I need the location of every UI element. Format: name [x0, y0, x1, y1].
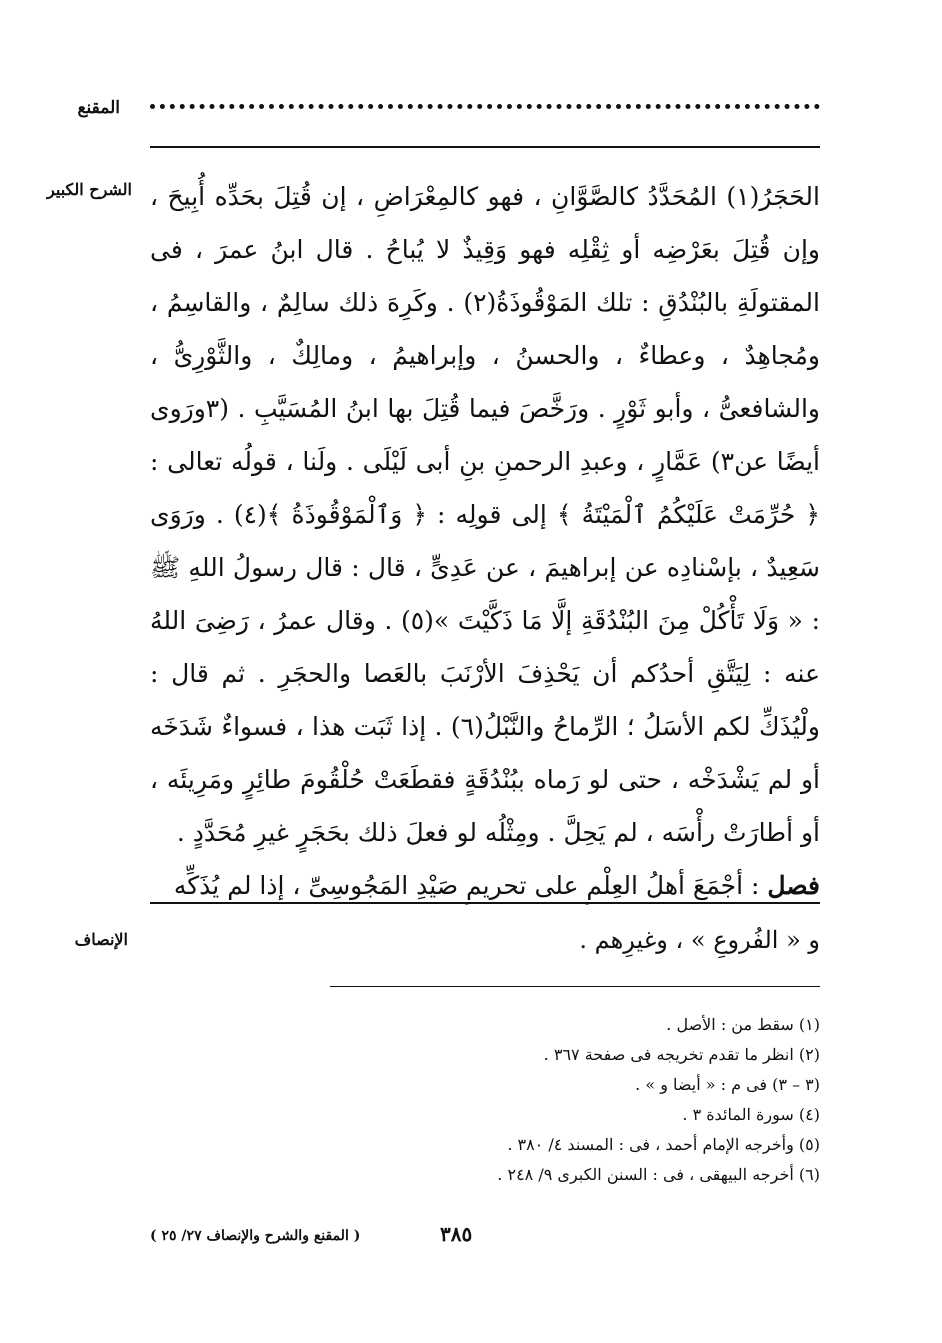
insaf-side-label: الإنصاف	[74, 930, 128, 949]
series-reference: ( المقنع والشرح والإنصاف ٢٧/ ٢٥ )	[150, 1228, 361, 1244]
top-rule	[150, 146, 820, 148]
footnote-5: (٥) وأخرجه الإمام أحمد ، فى : المسند ٤/ ٣٨٠ .	[507, 1135, 820, 1154]
middle-rule	[150, 902, 820, 904]
sharh-side-label: الشرح الكبير	[47, 180, 132, 199]
page-number: ٣٨٥	[440, 1222, 473, 1246]
fasl-text: : أجْمَعَ أهلُ العِلْمِ على تحريمِ صَيْدِ المَجُوسِىِّ ، إذا لم يُذَكِّه	[173, 871, 760, 900]
dotted-separator	[150, 104, 820, 109]
footnote-3: (٣ – ٣) فى م : « أيضا و » .	[635, 1075, 820, 1094]
footnote-2: (٢) انظر ما تقدم تخريجه فى صفحة ٣٦٧ .	[543, 1045, 820, 1064]
footnote-rule	[330, 986, 820, 987]
book-title-label: المقنع	[77, 98, 120, 118]
fasl-heading: فصل	[767, 871, 820, 900]
footnote-1: (١) سقط من : الأصل .	[666, 1015, 820, 1034]
footnote-4: (٤) سورة المائدة ٣ .	[682, 1105, 820, 1124]
insaf-text: و « الفُروعِ » ، وغيرِهم .	[579, 926, 820, 954]
footnote-6: (٦) أخرجه البيهقى ، فى : السنن الكبرى ٩/ ٢٤٨ .	[497, 1165, 820, 1184]
main-text-block	[150, 170, 820, 912]
main-paragraph: الحَجَرُ(١) المُحَدَّدُ كالصَّوَّانِ ، فهو كالمِعْرَاضِ ، إن قُتِلَ بحَدِّه أُبِيحَ ، وإن قُتِلَ بعَرْضِه أو ثِقْلِه فهو وَقِيذٌ لا يُباحُ . قال ابنُ عمرَ ، فى المقتولَةِ بالبُنْدُقِ : تلك المَوْقُوذَةُ(٢) . وكَرِهَ ذلك سالِمٌ ، والقاسِمُ ، ومُجاهِدٌ ، وعطاءٌ ، والحسنُ ، وإبراهيمُ ، ومالِكٌ ، والثَّوْرِىُّ ، والشافعىُّ ، وأبو ثَوْرٍ . ورَخَّصَ فيما قُتِلَ بها ابنُ المُسَيَّبِ . (٣ورَوى أيضًا عن٣) عَمَّارٍ ، وعبدِ الرحمنِ بنِ أبى لَيْلَى . ولَنا ، قولُه تعالى : ﴿ حُرِّمَتْ عَلَيْكُمُ ٱلْمَيْتَةُ ﴾ إلى قولِه : ﴿ وَٱلْمَوْقُوذَةُ ﴾(٤) . ورَوَى سَعِيدٌ ، بإسْنادِه عن إبراهيمَ ، عن عَدِىٍّ ، قال : قال رسولُ اللهِ ﷺ : « وَلَا تَأْكُلْ مِنَ البُنْدُقَةِ إلَّا مَا ذَكَّيْتَ »(٥) . وقال عمرُ ، رَضِىَ اللهُ عنه : لِيَتَّقِ أحدُكم أن يَحْذِفَ الأرْنَبَ بالعَصا والحجَرِ . ثم قال : ولْيُذَكِّ لكم الأسَلُ ؛ الرِّماحُ والنَّبْلُ(٦) . إذا ثَبَت هذا ، فسواءٌ شَدَخَه أو لم يَشْدَخْه ، حتى لو رَماه ببُنْدُقَةٍ فقطَعَتْ حُلْقُومَ طائِرٍ ومَرِيئَه ، أو أطارَتْ رأْسَه ، لم يَحِلَّ . ومِثْلُه لو فعلَ ذلك بحَجَرٍ غيرِ مُحَدَّدٍ .	[150, 182, 820, 847]
footnotes-list	[497, 1010, 820, 1190]
fasl-paragraph	[150, 859, 820, 912]
